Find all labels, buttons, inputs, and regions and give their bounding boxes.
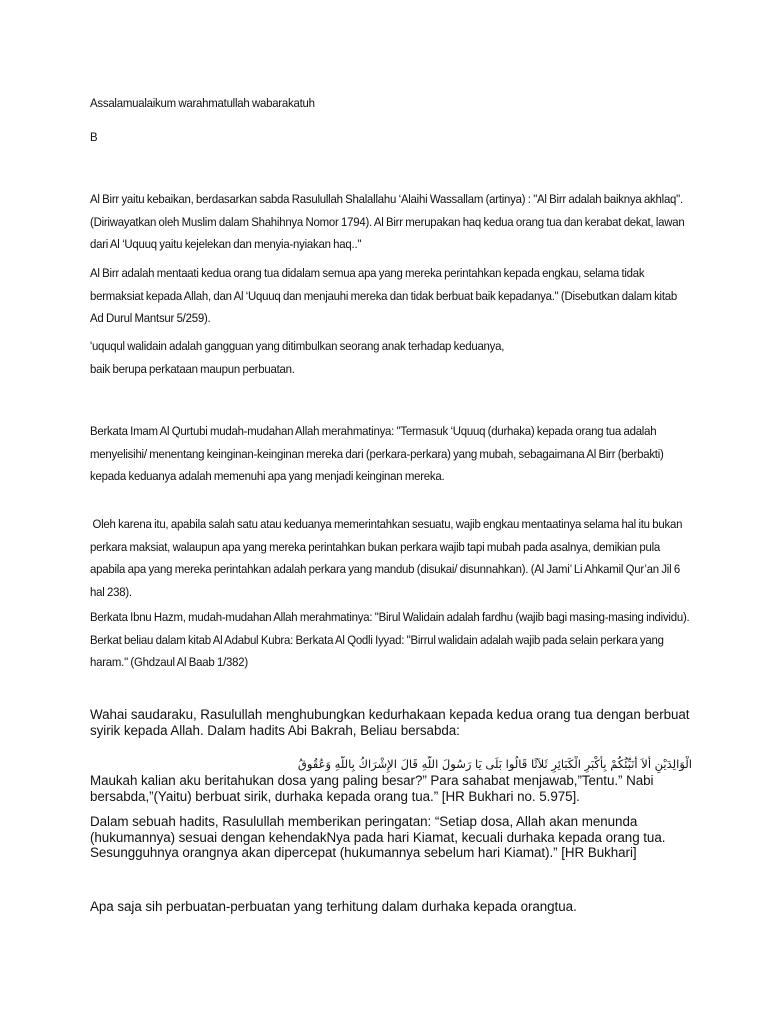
- paragraph-maukah-kalian: Maukah kalian aku beritahukan dosa yang paling besar?” Para sahabat menjawab,”Tentu.” Nabi bersabda,”(Yaitu) berbuat sirik, durhaka kepada orang tua.” [HR Bukhari no. 5.975].: [90, 773, 654, 804]
- paragraph-uququl-walidain: 'uququl walidain adalah gangguan yang ditimbulkan seorang anak terhadap keduanya, baik berupa perkataan maupun perbuatan.: [90, 339, 505, 376]
- paragraph-dalam-sebuah-hadits: Dalam sebuah hadits, Rasulullah memberikan peringatan: “Setiap dosa, Allah akan menunda (hukumannya) sesuai dengan kehendakNya pada hari Kiamat, kecuali durhaka kepada orang tua. Sesungguhnya orangnya akan dipercepat (hukumannya sebelum hari Kiamat).” [HR Bukhari]: [90, 814, 666, 860]
- paragraph-obedience-command: Oleh karena itu, apabila salah satu atau keduanya memerintahkan sesuatu, wajib engkau mentaatinya selama hal itu bukan perkara maksiat, walaupun apa yang mereka perintahkan bukan perkara wajib tapi mubah pada asalnya, demikian pula apabila apa yang mereka perintahkan adalah perkara yang mandub (disukai/ disunnahkan). (Al Jami’ Li Ahkamil Qur’an Jil 6 hal 238).: [90, 517, 685, 599]
- paragraph-ibnu-hazm: Berkata Ibnu Hazm, mudah-mudahan Allah merahmatinya: "Birul Walidain adalah fardhu (wajib bagi masing-masing individu). Berkat beliau dalam kitab Al Adabul Kubra: Berkata Al Qodli Iyyad: "Birrul walidain adalah wajib pada selain perkara yang haram." (Ghdzaul Al Baab 1/382): [90, 610, 690, 669]
- initial-letter: B: [90, 130, 98, 144]
- paragraph-al-birr-definition: Al Birr yaitu kebaikan, berdasarkan sabda Rasulullah Shalallahu ‘Alaihi Wassallam (artinya) : "Al Birr adalah baiknya akhlaq". (Diriwayatkan oleh Muslim dalam Shahihnya Nomor 1794). Al Birr merupakan haq kedua orang tua dan kerabat dekat, lawan dari Al ‘Uquuq yaitu kejelekan dan menyia-nyiakan haq..": [90, 192, 685, 251]
- paragraph-al-birr-obedience: Al Birr adalah mentaati kedua orang tua didalam semua apa yang mereka perintahkan kepada engkau, selama tidak bermaksiat kepada Allah, dan Al ‘Uquuq dan menjauhi mereka dan tidak berbuat baik kepadanya." (Disebutkan dalam kitab Ad Durul Mantsur 5/259).: [90, 266, 678, 325]
- paragraph-wahai-saudaraku: Wahai saudaraku, Rasulullah menghubungkan kedurhakaan kepada kedua orang tua dengan berbuat syirik kepada Allah. Dalam hadits Abi Bakrah, Beliau bersabda:: [90, 707, 690, 738]
- greeting-line: Assalamualaikum warahmatullah wabarakatuh: [90, 96, 315, 110]
- paragraph-imam-al-qurtubi: Berkata Imam Al Qurtubi mudah-mudahan Allah merahmatinya: "Termasuk ‘Uquuq (durhaka) kepada orang tua adalah menyelisihi/ menentang keinginan-keinginan mereka dari (perkara-perkara) yang mubah, sebagaimana Al Birr (berbakti) kepada keduanya adalah memenuhi apa yang menjadi keinginan mereka.: [90, 424, 664, 483]
- arabic-hadith-text: الْوَالِدَيْنِ أَلاَ أُنَبِّئُكُمْ بِأَكْبَرِ الْكَبَائِرِ ثَلاَثًا قَالُوا بَلَى يَا رَسُولَ اللَّهِ قَالَ الإِشْرَاكُ بِاللَّهِ وَعُقُوقُ: [297, 756, 692, 771]
- paragraph-apa-saja: Apa saja sih perbuatan-perbuatan yang terhitung dalam durhaka kepada orangtua.: [90, 899, 577, 914]
